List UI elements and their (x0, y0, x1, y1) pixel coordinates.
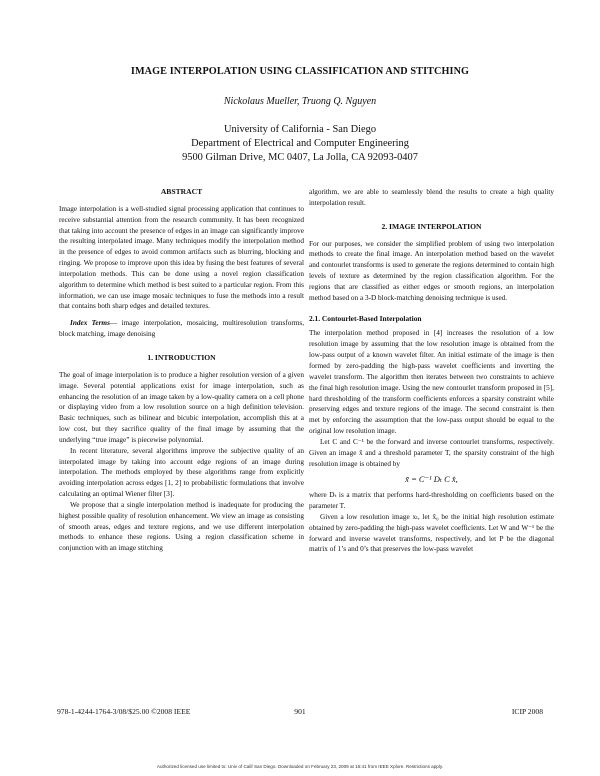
section21-paragraph: Let C and C⁻¹ be the forward and inverse contourlet transforms, respectively. Given an image x̂ and a threshold parameter T, the sparsity constraint of the high resolution image is obtained by (309, 437, 554, 468)
paper-title: IMAGE INTERPOLATION USING CLASSIFICATION AND STITCHING (130, 66, 470, 77)
index-terms (59, 318, 304, 340)
left-column (59, 187, 304, 554)
section2-paragraph: For our purposes, we consider the simplified problem of using two interpolation methods to create the final image. An interpolation method based on the wavelet and contourlet transforms is used to generate the regions determined to contain high levels of texture as determined by the region classification algorithm. For the regions that are classified as either edges or smooth regions, an interpolation method based on a 3-D block-matching denoising technique is used. (309, 239, 554, 302)
footer-conference: ICIP 2008 (511, 707, 543, 716)
footer-page-number: 901 (294, 707, 306, 716)
section21-paragraph: The interpolation method proposed in [4] increases the resolution of a low resolution image by assuming that the low resolution image is obtained from the low-pass output of a known wavelet filter. An initial estimate of the image is then formed by zero-padding the high-pass wavelet coefficients and inverting the wavelet transform. The algorithm then iterates between two constraints to achieve the final high resolution image. Using the new contourlet transform proposed in [5], hard thresholding of the transform coefficients enforces a sparsity constraint while preserving edges and texture regions of the image. The second constraint is then met by enforcing the assumption that the low-pass output should be equal to the original low resolution image. (309, 329, 554, 436)
license-notice: Authorized licensed use limited to: Univ of Calif San Diego. Downloaded on February 23, 2009 at 16:41 from IEEE Xplore. Restrictions apply. (156, 764, 444, 769)
author-list: Nickolaus Mueller, Truong Q. Nguyen (223, 96, 377, 107)
affiliation-university: University of California - San Diego (223, 124, 377, 135)
affiliation-department: Department of Electrical and Computer Engineering (191, 138, 409, 149)
index-terms-dash: — (109, 319, 122, 328)
right-column (309, 187, 554, 555)
footer-isbn: 978-1-4244-1764-3/08/$25.00 ©2008 IEEE (57, 707, 191, 716)
affiliation-address: 9500 Gilman Drive, MC 0407, La Jolla, CA 92093-0407 (182, 152, 418, 163)
section21-paragraph: where Dₜ is a matrix that performs hard-thresholding on coefficients based on the parameter T. (309, 491, 554, 511)
introduction-continued: algorithm, we are able to seamlessly blend the results to create a high quality interpolation result. (309, 188, 554, 207)
introduction-paragraph: We propose that a single interpolation method is inadequate for producing the highest possible quality of resolution enhancement. We view an image as consisting of smooth areas, edges and texture regions, and we use different interpolation methods to enhance these regions. Using a region classification scheme in conjunction with an image stitching (59, 500, 304, 553)
introduction-paragraph: In recent literature, several algorithms improve the subjective quality of an interpolated image by taking into account edge regions of an image during interpolation. The methods employed by these algorithms range from explicitly avoiding interpolation across edges [1, 2] to probabilistic formulations that involve calculating an optimal Wiener filter [3]. (59, 446, 304, 499)
introduction-heading: 1. INTRODUCTION (147, 352, 216, 362)
section2-heading: 2. IMAGE INTERPOLATION (381, 221, 482, 231)
abstract-text: Image interpolation is a well-studied signal processing application that continues to receive substantial attention from the research community. It has been recognized that taking into account the presence of edges in an image can significantly improve the resulting interpolated image. Many techniques modify the interpolation method in the presence of edges to avoid common artifacts such as blurring, blocking and ringing. We propose to improve upon this idea by fusing the best features of several interpolation methods. This can be done using a novel region classification algorithm to determine which method is best suited to a particular region. From this information, we can use image mosaic techniques to fuse the methods into a result that contains both sharp edges and detailed textures. (59, 204, 304, 311)
sparsity-equation: x̃ = C⁻¹ Dₜ C x̂, (405, 474, 458, 485)
index-terms-label: Index Terms (70, 319, 110, 328)
index-terms-text: image interpolation, mosaicing, multiresolution transforms, block matching, image denoising (59, 319, 305, 339)
abstract-heading: ABSTRACT (160, 187, 203, 196)
introduction-paragraph: The goal of image interpolation is to produce a higher resolution version of a given image. Several potential applications exist for image interpolation, such as enhancing the resolution of an image taken by a low-quality camera on a cell phone or displaying video from a low resolution source on a high definition television. Basic techniques, such as bilinear and bicubic interpolation, accomplish this at a low cost, but they sacrifice quality of the final image by assuming that the underlying “true image” is piecewise polynomial. (59, 370, 304, 444)
section21-paragraph: Given a low resolution image xₗ, let x̂₀ be the initial high resolution estimate obtained by zero-padding the high-pass wavelet coefficients. Let W and W⁻¹ be the forward and inverse wavelet transforms, respectively, and let P be the diagonal matrix of 1’s and 0’s that preserves the low-pass wavelet (309, 512, 554, 554)
section21-heading: 2.1. Contourlet-Based Interpolation (309, 313, 422, 323)
